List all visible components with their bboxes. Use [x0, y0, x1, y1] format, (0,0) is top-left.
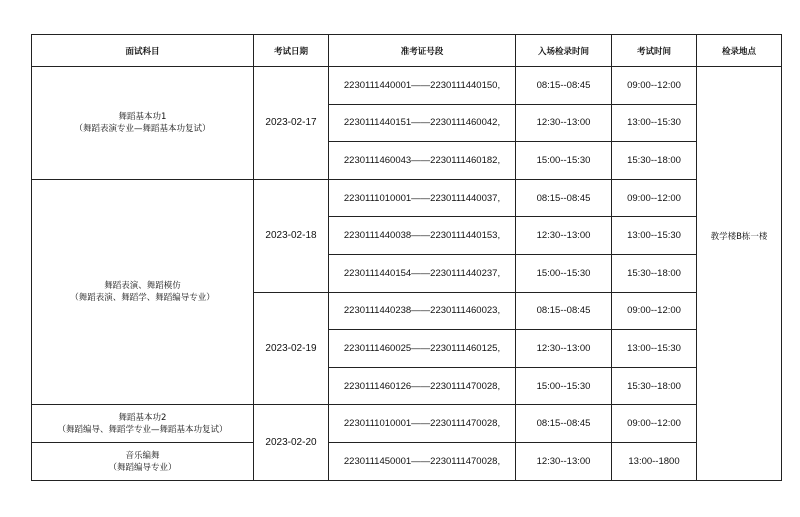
date-cell: 2023-02-18: [254, 179, 329, 292]
location-top-cell: [697, 67, 782, 180]
entry-time-cell: 15:00--15:30: [516, 142, 612, 180]
exam-time-cell: 15:30--18:00: [612, 142, 697, 180]
exam-time-cell: 13:00--15:30: [612, 104, 697, 142]
subject-detail: （舞蹈编导、舞蹈学专业—舞蹈基本功复试）: [57, 424, 228, 435]
exam-time-cell: 13:00--15:30: [612, 330, 697, 368]
ticket-range-cell: 2230111450001——2230111470028,: [329, 443, 516, 481]
table-row: [32, 67, 782, 105]
subject-cell: [32, 179, 254, 405]
header-date: 考试日期: [254, 35, 329, 67]
entry-time-cell: 12:30--13:00: [516, 443, 612, 481]
entry-time-cell: 08:15--08:45: [516, 405, 612, 443]
ticket-range-cell: 2230111460025——2230111460125,: [329, 330, 516, 368]
date-cell: 2023-02-19: [254, 292, 329, 405]
exam-time-cell: 15:30--18:00: [612, 367, 697, 405]
subject-cell: [32, 443, 254, 481]
entry-time-cell: 15:00--15:30: [516, 367, 612, 405]
header-entry-time: 入场检录时间: [516, 35, 612, 67]
entry-time-cell: 08:15--08:45: [516, 292, 612, 330]
table-row: [32, 443, 782, 481]
ticket-range-cell: 2230111010001——2230111470028,: [329, 405, 516, 443]
subject-title: 舞蹈基本功1: [118, 111, 167, 122]
exam-time-cell: 09:00--12:00: [612, 179, 697, 217]
exam-time-cell: 13:00--15:30: [612, 217, 697, 255]
entry-time-cell: 12:30--13:00: [516, 217, 612, 255]
entry-time-cell: 08:15--08:45: [516, 67, 612, 105]
header-ticket-range: 准考证号段: [329, 35, 516, 67]
header-location: 检录地点: [697, 35, 782, 67]
table-row: [32, 405, 782, 443]
subject-title: 舞蹈基本功2: [118, 412, 167, 423]
subject-detail: （舞蹈表演、舞蹈学、舞蹈编导专业）: [70, 293, 215, 304]
ticket-range-cell: 2230111440001——2230111440150,: [329, 67, 516, 105]
subject-title: 舞蹈表演、舞蹈模仿: [104, 281, 181, 292]
entry-time-cell: 15:00--15:30: [516, 254, 612, 292]
date-cell: 2023-02-17: [254, 67, 329, 180]
exam-time-cell: 15:30--18:00: [612, 254, 697, 292]
header-subject: 面试科目: [32, 35, 254, 67]
exam-time-cell: 09:00--12:00: [612, 67, 697, 105]
subject-cell: [32, 67, 254, 180]
entry-time-cell: 08:15--08:45: [516, 179, 612, 217]
ticket-range-cell: 2230111440038——2230111440153,: [329, 217, 516, 255]
ticket-range-cell: 2230111460126——2230111470028,: [329, 367, 516, 405]
header-exam-time: 考试时间: [612, 35, 697, 67]
subject-cell: [32, 405, 254, 443]
ticket-range-cell: 2230111010001——2230111440037,: [329, 179, 516, 217]
subject-detail: （舞蹈表演专业—舞蹈基本功复试）: [74, 123, 211, 134]
location-cell: 教学楼B栋一楼: [697, 179, 782, 292]
ticket-range-cell: 2230111460043——2230111460182,: [329, 142, 516, 180]
header-row: [32, 35, 782, 67]
exam-time-cell: 09:00--12:00: [612, 292, 697, 330]
ticket-range-cell: 2230111440154——2230111440237,: [329, 254, 516, 292]
table-row: [32, 179, 782, 217]
entry-time-cell: 12:30--13:00: [516, 330, 612, 368]
entry-time-cell: 12:30--13:00: [516, 104, 612, 142]
exam-time-cell: 13:00--1800: [612, 443, 697, 481]
exam-schedule-table: [31, 34, 782, 481]
location-bottom-cell: [697, 292, 782, 480]
subject-title: 音乐编舞: [125, 450, 160, 461]
ticket-range-cell: 2230111440151——2230111460042,: [329, 104, 516, 142]
subject-detail: （舞蹈编导专业）: [108, 462, 177, 473]
date-cell: 2023-02-20: [254, 405, 329, 481]
ticket-range-cell: 2230111440238——2230111460023,: [329, 292, 516, 330]
exam-time-cell: 09:00--12:00: [612, 405, 697, 443]
